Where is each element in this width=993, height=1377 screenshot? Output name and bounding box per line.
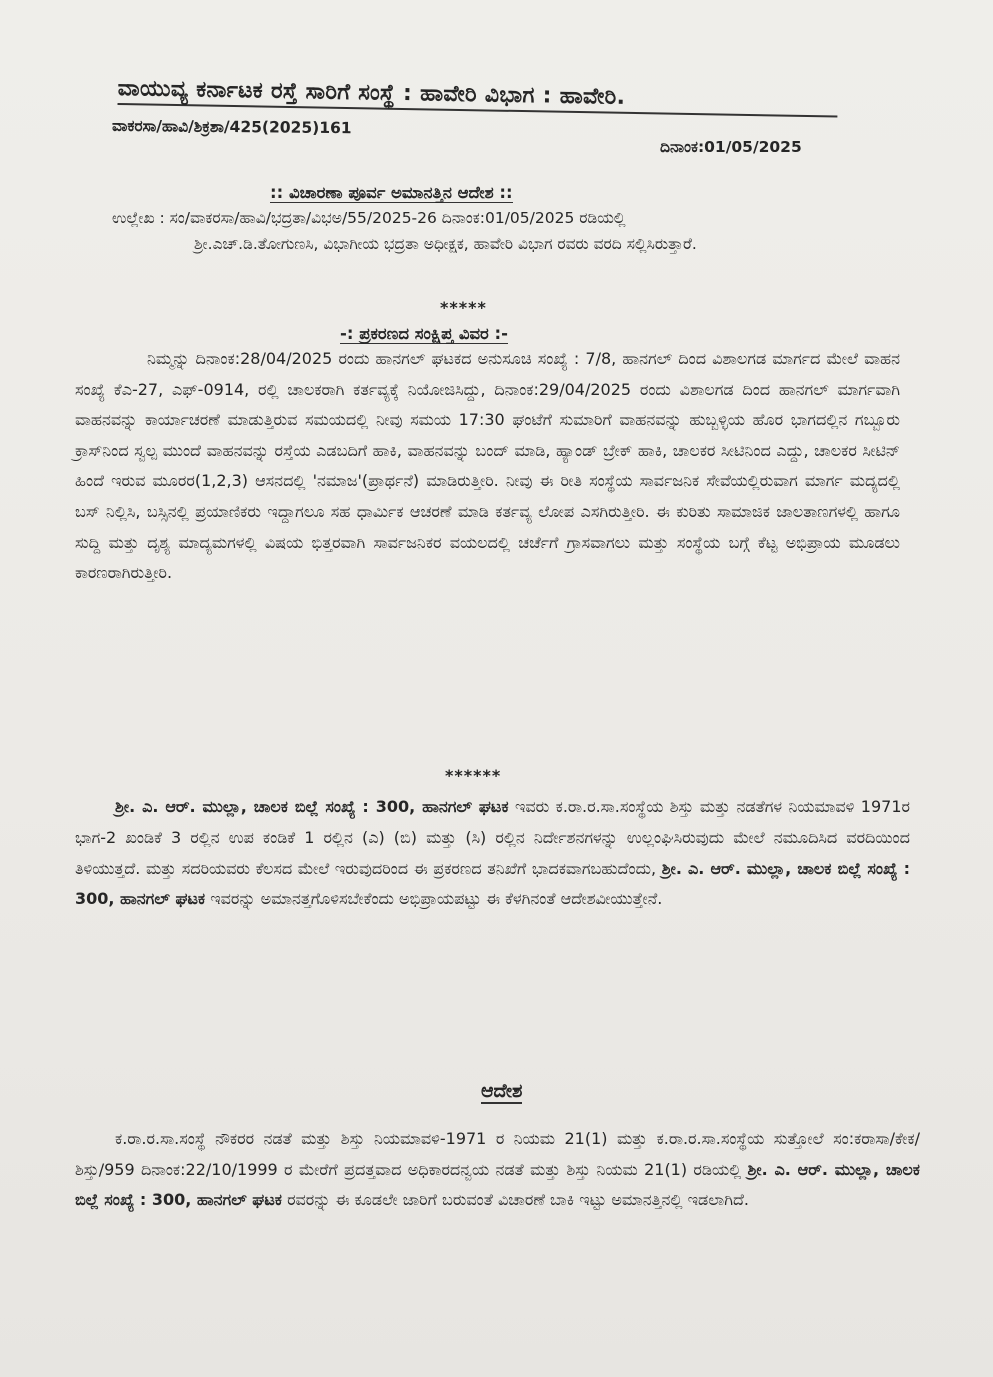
order-heading-text: ಆದೇಶ [481, 1080, 523, 1102]
organization-title: ವಾಯುವ್ಯ ಕರ್ನಾಟಕ ರಸ್ತೆ ಸಾರಿಗೆ ಸಂಸ್ಥೆ : ಹಾವೇರಿ ವಿಭಾಗ : ಹಾವೇರಿ. [117, 76, 837, 118]
document-date: ದಿನಾಂಕ:01/05/2025 [660, 138, 802, 156]
separator-stars-2: ****** [445, 766, 502, 785]
order-text-2: ರವರನ್ನು ಈ ಕೂಡಲೇ ಜಾರಿಗೆ ಬರುವಂತೆ ವಿಚಾರಣೆ ಬಾಕಿ ಇಟ್ಟು ಅಮಾನತ್ತಿನಲ್ಲಿ ಇಡಲಾಗಿದೆ. [281, 1190, 750, 1209]
brief-heading-text: -: ಪ್ರಕರಣದ ಸಂಕ್ಷಿಪ್ತ ವಿವರ :- [340, 324, 508, 343]
order-paragraph [75, 1124, 920, 1216]
finding-text-2: ಇವರನ್ನು ಅಮಾನತ್ತಗೊಳಿಸಬೇಕೆಂದು ಅಭಿಪ್ರಾಯಪಟ್ಟು ಈ ಕೆಳಗಿನಂತೆ ಆದೇಶವೀಯುತ್ತೇನೆ. [205, 889, 663, 909]
subject-title [270, 183, 513, 203]
case-details-paragraph: ನಿಮ್ಮನ್ನು ದಿನಾಂಕ:28/04/2025 ರಂದು ಹಾನಗಲ್ ಘಟಕದ ಅನುಸೂಚಿ ಸಂಖ್ಯೆ : 7/8, ಹಾನಗಲ್ ದಿಂದ ವಿಶಾಲಗಡ ಮಾರ್ಗದ ಮೇಲೆ ವಾಹನ ಸಂಖ್ಯೆ ಕೆಎ-27, ಎಫ್-0914, ರಲ್ಲಿ ಚಾಲಕರಾಗಿ ಕರ್ತವ್ಯಕ್ಕೆ ನಿಯೋಜಿಸಿದ್ದು, ದಿನಾಂಕ:29/04/2025 ರಂದು ವಿಶಾಲಗಡ ದಿಂದ ಹಾನಗಲ್ ಮಾರ್ಗವಾಗಿ ವಾಹನವನ್ನು ಕಾರ್ಯಾಚರಣೆ ಮಾಡುತ್ತಿರುವ ಸಮಯದಲ್ಲಿ ನೀವು ಸಮಯ 17:30 ಘಂಟೆಗೆ ಸುಮಾರಿಗೆ ವಾಹನವನ್ನು ಹುಬ್ಬಳ್ಳಿಯ ಹೊರ ಭಾಗದಲ್ಲಿನ ಗಬ್ಬೂರು ಕ್ರಾಸ್‌ನಿಂದ ಸ್ವಲ್ಪ ಮುಂದೆ ವಾಹನವನ್ನು ರಸ್ತೆಯ ಎಡಬದಿಗೆ ಹಾಕಿ, ವಾಹನವನ್ನು ಬಂದ್ ಮಾಡಿ, ಹ್ಯಾಂಡ್ ಬ್ರೇಕ್ ಹಾಕಿ, ಚಾಲಕರ ಸೀಟಿನಿಂದ ಎದ್ದು, ಚಾಲಕರ ಸೀಟಿನ್ ಹಿಂದೆ ಇರುವ ಮೂರರ(1,2,3) ಆಸನದಲ್ಲಿ 'ನಮಾಜ'(ಪ್ರಾರ್ಥನೆ) ಮಾಡಿರುತ್ತೀರಿ. ನೀವು ಈ ರೀತಿ ಸಂಸ್ಥೆಯ ಸಾರ್ವಜನಿಕ ಸೇವೆಯಲ್ಲಿರುವಾಗ ಮಾರ್ಗ ಮದ್ಯದಲ್ಲಿ ಬಸ್ ನಿಲ್ಲಿಸಿ, ಬಸ್ಸಿನಲ್ಲಿ ಪ್ರಯಾಣಿಕರು ಇದ್ದಾಗಲೂ ಸಹ ಧಾರ್ಮಿಕ ಆಚರಣೆ ಮಾಡಿ ಕರ್ತವ್ಯ ಲೋಪ ಎಸಗಿರುತ್ತೀರಿ. ಈ ಕುರಿತು ಸಾಮಾಜಿಕ ಜಾಲತಾಣಗಳಲ್ಲಿ ಹಾಗೂ ಸುದ್ದಿ ಮತ್ತು ದೃಶ್ಯ ಮಾದ್ಯಮಗಳಲ್ಲಿ ವಿಷಯ ಭಿತ್ತರವಾಗಿ ಸಾರ್ವಜನಿಕರ ವಯಲದಲ್ಲಿ ಚರ್ಚೆಗೆ ಗ್ರಾಸವಾಗಲು ಮತ್ತು ಸಂಸ್ಥೆಯ ಬಗ್ಗೆ ಕೆಟ್ಟ ಅಭಿಪ್ರಾಯ ಮೂಡಲು ಕಾರಣರಾಗಿರುತ್ತೀರಿ. [75, 349, 900, 583]
reference-paragraph [112, 205, 847, 257]
order-text-1: ಕ.ರಾ.ರ.ಸಾ.ಸಂಸ್ಥೆ ನೌಕರರ ನಡತೆ ಮತ್ತು ಶಿಸ್ತು ನಿಯಮಾವಳಿ-1971 ರ ನಿಯಮ 21(1) ಮತ್ತು ಕ.ರಾ.ರ.ಸಾ.ಸಂಸ್ಥೆಯ ಸುತ್ತೋಲೆ ಸಂ:ಕರಾಸಾ/ಕೇಕ/ಶಿಸ್ತು/959 ದಿನಾಂಕ:22/10/1999 ರ ಮೇರೆಗೆ ಪ್ರದತ್ತವಾದ ಅಧಿಕಾರದನ್ವಯ ನಡತೆ ಮತ್ತು ಶಿಸ್ತು ನಿಯಮ 21(1) ರಡಿಯಲ್ಲಿ [75, 1129, 920, 1179]
employee-name-bold-repeat: ಶ್ರೀ. ಎ. ಆರ್. ಮುಲ್ಲಾ, ಚಾಲಕ ಬಿಲ್ಲೆ ಸಂಖ್ಯೆ : 300, ಹಾನಗಲ್ ಘಟಕ [75, 858, 910, 909]
order-employee-bold: ಶ್ರೀ. ಎ. ಆರ್. ಮುಲ್ಲಾ, ಚಾಲಕ ಬಿಲ್ಲೆ ಸಂಖ್ಯೆ : 300, ಹಾನಗಲ್ ಘಟಕ [75, 1159, 920, 1209]
finding-paragraph [75, 792, 910, 915]
separator-stars-1: ***** [440, 298, 487, 317]
brief-heading [340, 324, 508, 344]
subject-title-text: :: ವಿಚಾರಣಾ ಪೂರ್ವ ಅಮಾನತ್ತಿನ ಆದೇಶ :: [270, 183, 513, 202]
reference-line-2: ಶ್ರೀ.ಎಚ್.ಡಿ.ತೋಗುಣಸಿ, ವಿಭಾಗೀಯ ಭದ್ರತಾ ಅಧೀಕ್ಷಕ, ಹಾವೇರಿ ವಿಭಾಗ ರವರು ವರದಿ ಸಲ್ಲಿಸಿರುತ್ತಾರೆ. [194, 235, 697, 253]
reference-line-1: ಉಲ್ಲೇಖ : ಸಂ/ವಾಕರಸಾ/ಹಾವಿ/ಭದ್ರತಾ/ವಿಭಅ/55/2025-26 ದಿನಾಂಕ:01/05/2025 ರಡಿಯಲ್ಲಿ [112, 209, 626, 227]
employee-name-bold: ಶ್ರೀ. ಎ. ಆರ್. ಮುಲ್ಲಾ, ಚಾಲಕ ಬಿಲ್ಲೆ ಸಂಖ್ಯೆ : 300, ಹಾನಗಲ್ ಘಟಕ [115, 797, 509, 816]
order-heading [481, 1080, 522, 1102]
reference-number: ವಾಕರಸಾ/ಹಾವಿ/ಶಿಕ್ರಶಾ/425(2025)161 [111, 116, 352, 138]
finding-text-1: ಇವರು ಕ.ರಾ.ರ.ಸಾ.ಸಂಸ್ಥೆಯ ಶಿಸ್ತು ಮತ್ತು ನಡತೆಗಳ ನಿಯಮಾವಳಿ 1971ರ ಭಾಗ-2 ಖಂಡಿಕೆ 3 ರಲ್ಲಿನ ಉಪ ಕಂಡಿಕೆ 1 ರಲ್ಲಿನ (ಎ) (ಬಿ) ಮತ್ತು (ಸಿ) ರಲ್ಲಿನ ನಿರ್ದೇಶನಗಳನ್ನು ಉಲ್ಲಂಘಿಸಿರುವುದು ಮೇಲೆ ನಮೂದಿಸಿದ ವರದಿಯಿಂದ ತಿಳಿಯುತ್ತದೆ. ಮತ್ತು ಸದರಿಯವರು ಕೆಲಸದ ಮೇಲೆ ಇರುವುದರಿಂದ ಈ ಪ್ರಕರಣದ ತನಿಖೆಗೆ ಭಾದಕವಾಗಬಹುದೆಂದು, [75, 797, 910, 878]
